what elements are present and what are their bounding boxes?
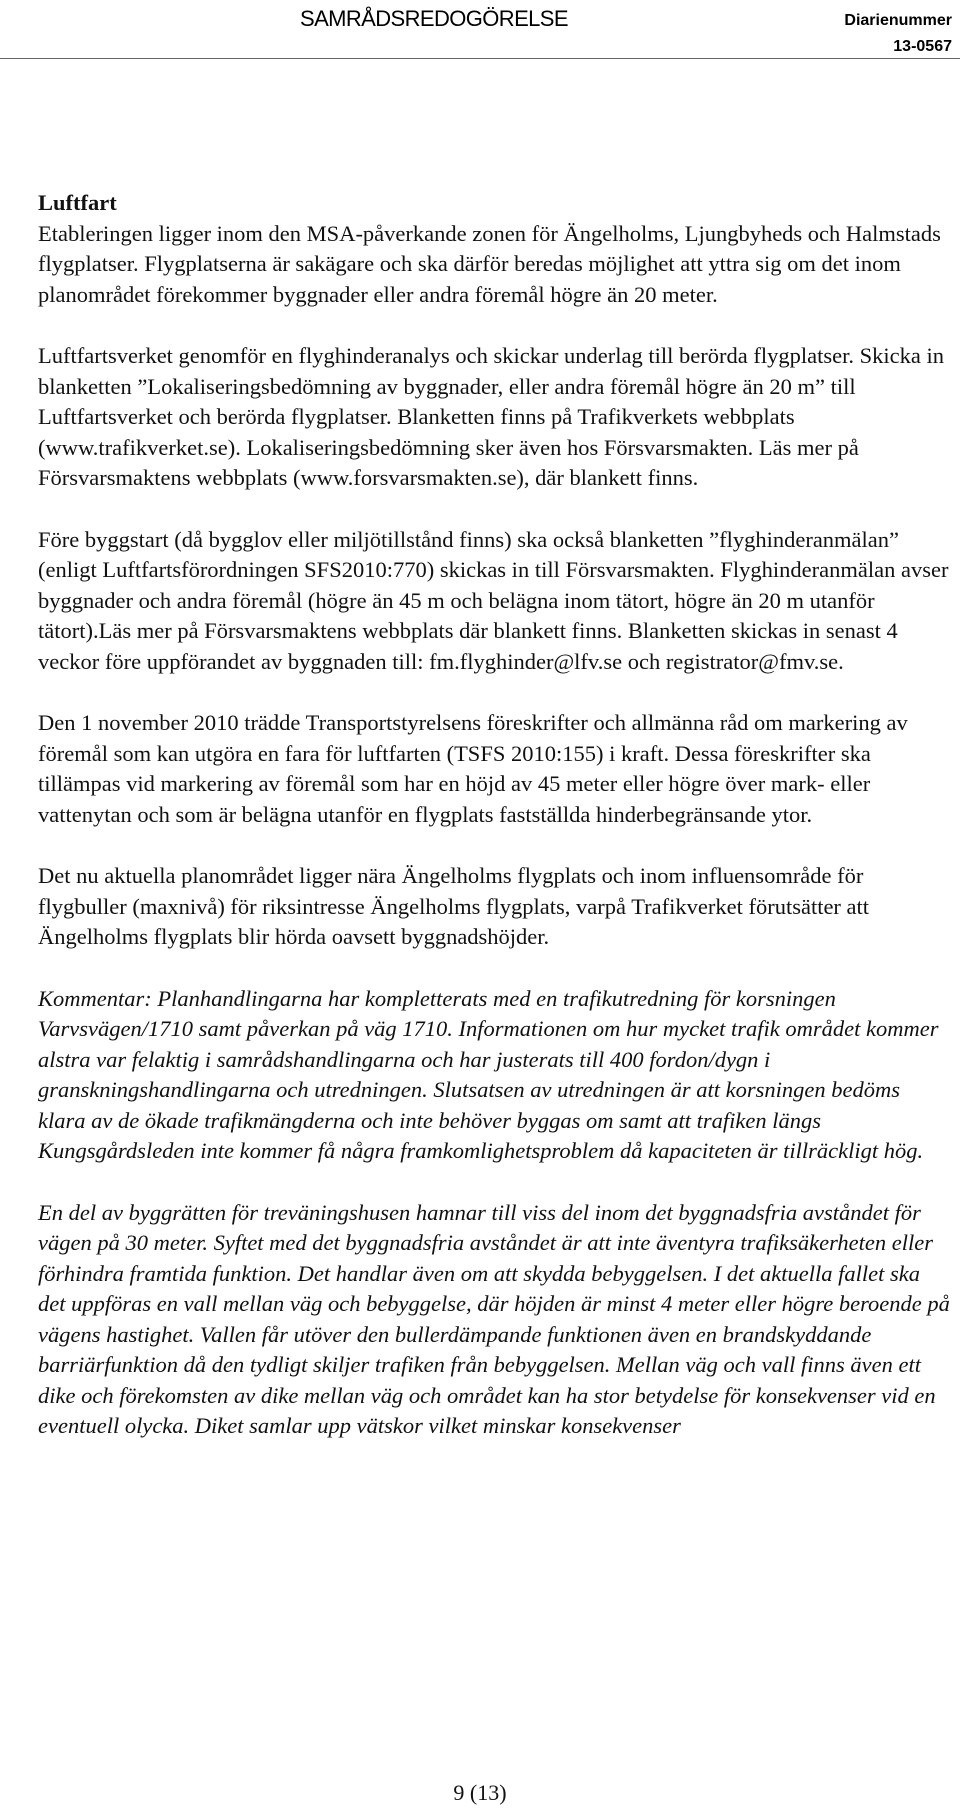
paragraph-tsfs: Den 1 november 2010 trädde Transportstyrelsens föreskrifter och allmänna råd om markering av föremål som kan utgöra en fara för luftfarten (TSFS 2010:155) i kraft. Dessa föreskrifter ska tillämpas vid markering av föremål som har en höjd av 45 meter eller högre över mark- eller vattenytan och som är belägna utanför en flygplats fastställda hinderbegränsande ytor. bbox=[38, 710, 908, 827]
section-heading: Luftfart bbox=[38, 190, 117, 215]
page-header bbox=[0, 0, 960, 58]
comment-byggnadsfritt-avstand: En del av byggrätten för treväningshusen hamnar till viss del inom det byggnadsfria avståndet för vägen på 30 meter. Syftet med det byggnadsfria avståndet är att inte äventyra trafiksäkerheten eller förhindra framtida funktion. Det handlar även om att skydda bebyggelsen. I det aktuella fallet ska det uppföras en vall mellan väg och bebyggelse, där höjden är minst 4 meter eller högre beroende på vägens hastighet. Vallen får utöver den bullerdämpande funktionen även en brandskyddande barriärfunktion då den tydligt skiljer trafiken från bebyggelsen. Mellan väg och vall finns även ett dike och förekomsten av dike mellan väg och området kan ha stor betydelse för konsekvenser vid en eventuell olycka. Diket samlar upp vätskor vilket minskar konsekvenser bbox=[38, 1199, 950, 1438]
document-body bbox=[38, 188, 950, 1442]
paragraph-msa-zone: Etableringen ligger inom den MSA-påverkande zonen för Ängelholms, Ljungbyheds och Halmstads flygplatser. Flygplatserna är sakägare och ska därför beredas möjlighet att yttra sig om det inom planområdet förekommer byggnader eller andra föremål högre än 20 meter. bbox=[38, 220, 941, 307]
comment-trafikutredning: Kommentar: Planhandlingarna har kompletterats med en trafikutredning för korsningen Varvsvägen/1710 samt påverkan på väg 1710. Informationen om hur mycket trafik området kommer alstra var felaktig i samrådshandlingarna och har justerats till 400 fordon/dygn i granskningshandlingarna och utredningen. Slutsatsen av utredningen är att korsningen bedöms klara av de ökade trafikmängderna och inte behöver byggas om samt att trafiken längs Kungsgårdsleden inte kommer få några framkomlighetsproblem då kapaciteten är tillräckligt hög. bbox=[38, 985, 939, 1163]
diarie-number: 13-0567 bbox=[893, 38, 952, 55]
paragraph-angelholm: Det nu aktuella planområdet ligger nära Ängelholms flygplats och inom influensområde för flygbuller (maxnivå) för riksintresse Ängelholms flygplats, varpå Trafikverket förutsätter att Ängelholms flygplats blir hörda oavsett byggnadshöjder. bbox=[38, 863, 870, 949]
page-number: 9 (13) bbox=[453, 1780, 507, 1805]
diarie-label: Diarienummer bbox=[844, 12, 952, 29]
diarie-block bbox=[844, 8, 952, 60]
header-divider bbox=[0, 58, 960, 59]
paragraph-flyghinderanalys: Luftfartsverket genomför en flyghinderanalys och skickar underlag till berörda flygplatser. Skicka in blanketten ”Lokaliseringsbedömning av byggnader, eller andra föremål högre än 20 m” till Luftfartsverket och berörda flygplatser. Blanketten finns på Trafikverkets webbplats (www.trafikverket.se). Lokaliseringsbedömning sker även hos Försvarsmakten. Läs mer på Försvarsmaktens webbplats (www.forsvarsmakten.se), där blankett finns. bbox=[38, 343, 944, 490]
paragraph-flyghinderanmalan: Före byggstart (då bygglov eller miljötillstånd finns) ska också blanketten ”flyghinderanmälan” (enligt Luftfartsförordningen SFS2010:770) skickas in till Försvarsmakten. Flyghinderanmälan avser byggnader och andra föremål (högre än 45 m och belägna inom tätort, högre än 20 m utanför tätort).Läs mer på Försvarsmaktens webbplats där blankett finns. Blanketten skickas in senast 4 veckor före uppförandet av byggnaden till: fm.flyghinder@lfv.se och registrator@fmv.se. bbox=[38, 526, 949, 674]
document-title: SAMRÅDSREDOGÖRELSE bbox=[300, 6, 568, 31]
